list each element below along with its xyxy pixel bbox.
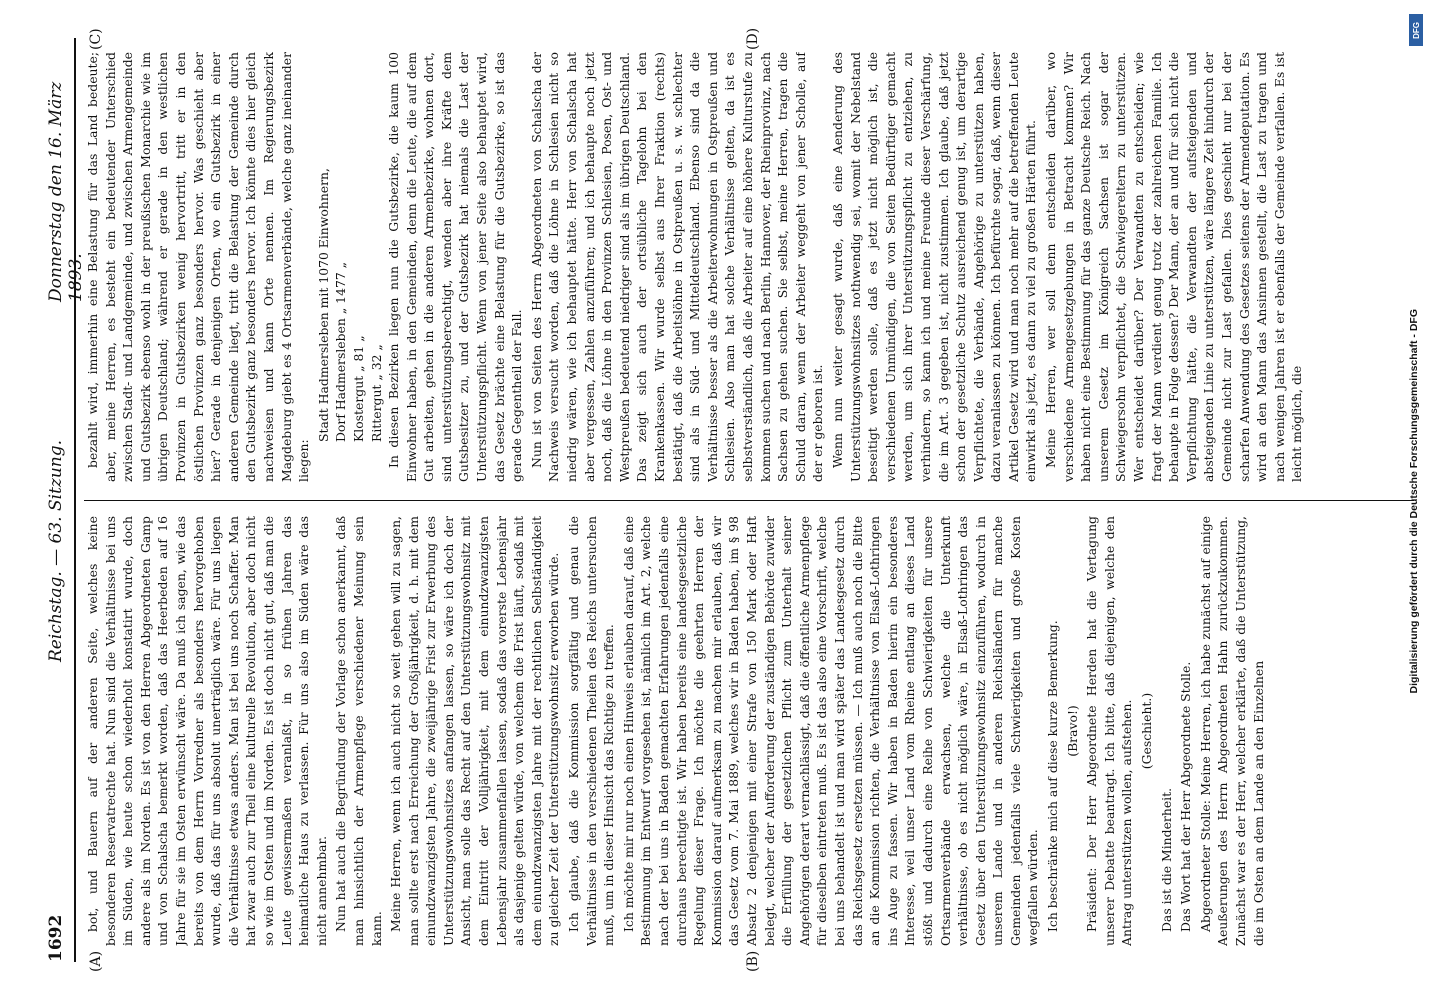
list-item [368,52,386,482]
reaction-note: (Geschieht.) [1139,692,1155,770]
session-title: Reichstag. — 63. Sitzung. [46,439,66,662]
reaction-note: (Bravo!) [1064,705,1080,757]
paragraph: Ich beschränke mich auf diese kurze Bemerkung. [1045,620,1061,932]
paragraph: Nun hat auch die Begründung der Vorlage schon anerkannt, daß man hinsichtlich der Armenpflege verschiedener Meinung sein kann. [333,516,384,946]
paragraph: bezahlt wird, immerhin eine Belastung für das Land bedeute; aber, meine Herren, es besteht ein bedeutender Unterschied zwischen Stadt- und Landgemeinde, und zwischen Armengemeinde und Gutsbezirk ebenso wohl in der preußischen Monarchie wie im übrigen Deutschland; während er gerade in den westlichen Provinzen in Gutsbezirken wenig hervortritt, tritt er in den östlichen Provinzen ganz besonders hervor. Was geschieht aber hier? Gerade in denjenigen Orten, wo ein Gutsbezirk in einer anderen Gemeinde liegt, tritt die Belastung der Gemeinde durch den Gutsbezirk ganz besonders hervor. Ich könnte dies hier gleich nachweisen und kann Orte nennen. Im Regierungsbezirk Magdeburg giebt es 4 Ortsarmenverbände, welche ganz ineinander liegen: [85,52,312,482]
paragraph: In diesen Bezirken liegen nun die Gutsbezirke, die kaum 100 Einwohner haben, in den Gemeinden, denn die Leute, die auf dem Gut arbeiten, gehen in die anderen Armenbezirke, wohnen dort, sind unterstützungsberechtigt, wenden aber ihre Kräfte dem Gutsbesitzer zu, und der Gutsbezirk hat niemals die Last der Unterstützungspflicht. Wenn von jener Seite also behauptet wird, das Gesetz brächte eine Belastung für die Gutsbezirke, so ist das gerade Gegentheil der Fall. [386,52,525,482]
list-item-value: „ 81 „ [350,335,366,372]
margin-mark-b: (B) [745,950,761,972]
list-item [332,52,350,482]
list-item [315,52,333,482]
list-item [350,52,368,482]
page-number: 1692 [46,914,66,962]
list-item-name: Stadt Hadmersleben [315,312,331,442]
list-item-name: Klostergut [350,375,366,442]
paragraph: Nun ist von Seiten des Herrn Abgeordneten von Schalscha der Nachweis versucht worden, daß die Löhne in Schlesien nicht so niedrig wären, wie ich behauptet hätte. Herr von Schalscha hat aber vergessen, Zahlen anzuführen; und ich behaupte noch jetzt noch, daß die Löhne in den Provinzen Schlesien, Posen, Ost- und Westpreußen bedeutend niedriger sind als im übrigen Deutschland. Das zeigt sich auch der ortsübliche Tagelohn bei den Krankenkassen. Wir wurde selbst aus Ihrer Fraktion (rechts) bestätigt, daß die Arbeitslöhne in Ostpreußen u. s. w. schlechter sind als in Süd- und Mitteldeutschland. Ebenso sind da die Verhältnisse besser als die Arbeiterwohnungen in Ostpreußen und Schlesien. Also man hat solche Verhältnisse gelten, da ist es selbstverständlich, daß die Arbeiter auf eine höhere Kulturstufe zu kommen suchen und nach Berlin, Hannover, der Rheinprovinz, nach Sachsen zu gehen suchen. Sie selbst, meine Herren, tragen die Schuld daran, wenn der Arbeiter weggeht von jener Scholle, auf der er geboren ist. [528,52,826,482]
left-column [84,516,1409,946]
list-item-name: Rittergut [368,384,384,442]
margin-mark-d: (D) [745,27,761,50]
right-column [84,52,1409,482]
paragraph: Wenn nun weiter gesagt wurde, daß eine Aenderung des Unterstützungswohnsitzes nothwendig sei, womit der Nebelstand beseitigt werden solle, daß es jetzt nicht möglich ist, die verschiedenen Unmündigen, die von Seiten Bedürftiger gemacht werden, um sich ihrer Unterstützungspflicht zu entziehen, zu verhindern, so kann ich und meine Freunde dieser Verschärfung, die im Art. 3 gegeben ist, nicht zustimmen. Ich glaube, daß jetzt schon der gesetzliche Schutz ausreichend genug ist, um derartige Verpflichtete, die Verbände, Angehörige zu unterstützen haben, dazu veranlassen zu können. Ich befürchte sogar, daß, wenn dieser Artikel Gesetz wird und man noch mehr auf die betreffenden Leute einwirkt als jetzt, es dann zu viel zu großen Härten führt. [829,52,1039,482]
paragraph: Ich glaube, daß die Kommission sorgfältig und genau die Verhältnisse in den verschiedenen Theilen des Reichs untersuchen muß, um in dieser Hinsicht das Richtige zu treffen. [566,516,617,946]
paragraph: Das ist die Minderheit. [1158,787,1174,932]
municipality-list [315,52,385,482]
president-remark: Präsident: Der Herr Abgeordnete Herden hat die Vertagung unserer Debatte beantragt. Ich bitte, daß diejenigen, welche den Antrag unterstützen wollen, aufstehen. [1084,516,1135,946]
margin-mark-c: (C) [88,28,104,50]
paragraph: Meine Herren, wenn ich auch nicht so weit gehen will zu sagen, man sollte erst nach Erreichung der Großjährigkeit, d. h. mit dem einundzwanzigsten Jahre, die zweijährige Frist zur Erwerbung des Unterstützungswohnsitzes anfangen lassen, so wäre ich doch der Ansicht, man solle das Recht auf den Unterstützungswohnsitz mit dem Eintritt der Volljährigkeit, mit dem einundzwanzigsten Lebensjahr zusammenfallen lassen, sodaß das vorerste Lebensjahr als dasjenige gelten würde, von welchem die Frist läuft, sodaß mit dem einundzwanzigsten Jahre mit der rechtlichen Selbständigkeit zu gleicher Zeit der Unterstützungswohnsitz erworben würde. [388,516,562,946]
list-item-value: mit 1070 Einwohnern, [315,168,331,309]
list-item-value: „ 32 „ [368,344,384,381]
list-item-name: Dorf Hadmersleben [333,318,349,442]
header-rule [74,38,76,962]
paragraph: Ich möchte mir nur noch einen Hinweis erlauben darauf, daß eine Bestimmung im Entwurf vorgesehen ist, nämlich im Art. 2, welche nach der bei uns in Baden gemachten Erfahrungen jedenfalls eine durchaus berechtigte ist. Wir haben bereits eine landesgesetzliche Regelung dieser Frage. Ich möchte die geehrten Herren der Kommission darauf aufmerksam zu machen mir erlauben, daß wir das Gesetz vom 7. Mai 1889, welches wir in Baden haben, im § 98 Absatz 2 denjenigen mit einer Strafe von 150 Mark oder Haft belegt, welcher der Aufforderung der zuständigen Behörde zuwider die Erfüllung der gesetzlichen Pflicht zum Unterhalt seiner Angehörigen derart vernachlässigt, daß die öffentliche Armenpflege für dieselben eintreten muß. Es ist das also eine Vorschrift, welche bei uns behandelt ist und man wird später das Landesgesetz durch das Reichsgesetz ersetzen müssen. — Ich muß auch noch die Bitte an die Kommission richten, die Verhältnisse von Elsaß-Lothringen ins Auge zu fassen. Wir haben in Baden hierin ein besonderes Interesse, weil unser Land vom Rheine entlang an dieses Land stößt und dadurch eine Reihe von Schwierigkeiten für unsere Ortsarmenverbände erwachsen, welche die Unterkunft verhältnisse, ob es nicht möglich wäre, in Elsaß-Lothringen das Gesetz über den Unterstützungswohnsitz einzuführen, wodurch in unserem Lande und in anderen Reichsländern für manche Gemeinden jedenfalls viele Schwierigkeiten und große Kosten wegfallen würden. [620,516,1041,946]
session-date: Donnerstag den 16. März 1893. [46,81,86,302]
column-divider [84,500,1414,501]
digitization-credit [1403,6,1425,996]
paragraph: Das Wort hat der Herr Abgeordnete Stolle. [1178,661,1194,932]
paragraph: Meine Herren, wer soll denn entscheiden darüber, wo verschiedene Armengesetzgebungen in Betracht kommen? Wir haben nicht eine Bestimmung für das ganze Deutsche Reich. Nach unserem Gesetz im Königreich Sachsen ist sogar der Schwiegersohn verpflichtet, die Schwiegereltern zu unterstützen. Wer entscheidet darüber? Der Verwandten zu entscheiden; wie fragt der Mann verdient genug trotz der zahlreichen Familie. Ich behaupte in Folge dessen? Der Mann, der an und für sich nicht die Verpflichtung hätte, die Verwandten der aufsteigenden und absteigenden Linie zu unterstützen, wäre längere Zeit hindurch der Gemeinde nicht zur Last gefallen. Dies geschieht nur bei der scharfen Anwendung des Gesetzes seitens der Armendeputation. Es wird an den Mann das Ansinnen gestellt, die Last zu tragen und nach wenigen Jahren ist er ebenfalls der Gemeinde verfallen. Es ist leicht möglich, die [1043,52,1305,482]
list-item-value: „ 1477 „ [333,261,349,315]
speaker-paragraph: Abgeordneter Stolle: Meine Herren, ich habe zunächst auf einige Aeußerungen des Herrn Abgeordneten Hahn zurückzukommen. Zunächst war es der Herr, welcher erklärte, daß die Unterstützung, die im Osten an dem Lande an den Einzelnen [1197,516,1266,946]
digitization-credit-text: Digitalisierung gefördert durch die Deutsche Forschungsgemeinschaft - DFG [1408,308,1420,694]
paragraph: bot, und Bauern auf der anderen Seite, welches keine besonderen Reservatrechte hat. Nun sind die Verhältnisse bei uns im Süden, wie heute schon wiederholt konstatirt wurde, doch andere als im Norden. Es ist von den Herren Abgeordneten Gamp und von Schalscha bemerkt worden, daß das Heerbeden auf 16 Jahre für sie im Osten erwünscht wäre. Da muß ich sagen, wie das bereits von dem Herrn Vorredner als besonders hervorgehoben wurde, daß das für uns absolut unerträglich wäre. Für uns liegen die Verhältnisse etwas anders. Man ist bei uns noch Schaffer. Man hat zwar auch zur Theil eine kulturelle Revolution, aber doch nicht so wie im Osten und im Norden. Es ist doch nicht gut, daß man die Leute gewissermaßen veranlaßt, in so frühen Jahren das heimatliche Haus zu verlassen. Für uns also im Süden wäre das nicht annehmbar. [85,516,329,946]
dfg-logo: DFG [1409,14,1423,46]
margin-mark-a: (A) [88,950,104,972]
page-header [46,38,86,962]
